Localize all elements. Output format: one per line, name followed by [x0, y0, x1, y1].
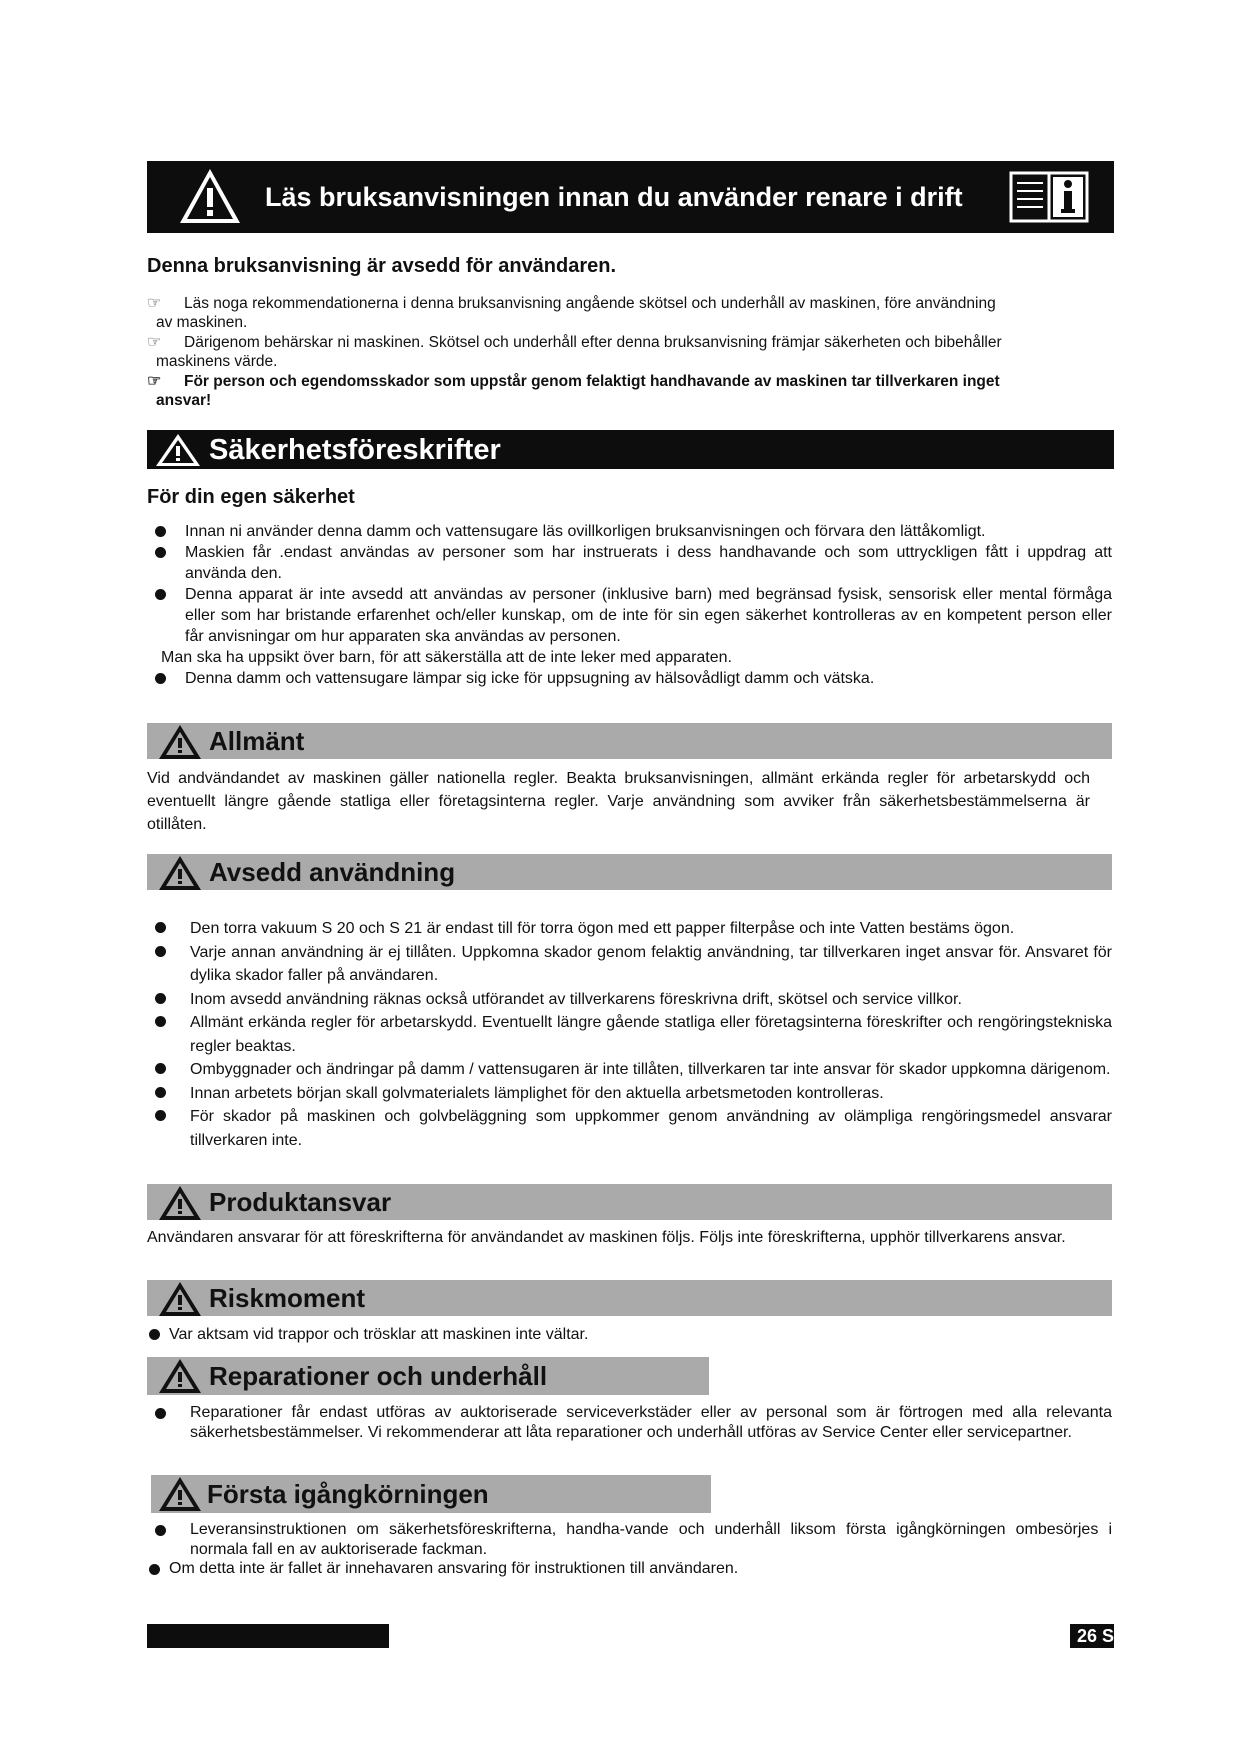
bullet-icon	[155, 993, 166, 1004]
warning-triangle-icon	[157, 1357, 203, 1395]
bullet-icon	[155, 1110, 166, 1121]
risk-list	[147, 1324, 1112, 1345]
list-item: Ombyggnader och ändringar på damm / vattensugaren är inte tillåten, tillverkaren tar inte ansvar för skador uppkomna därigenom.	[147, 1058, 1112, 1082]
list-item: ☞ För person och egendomsskador som uppstår genom felaktigt handhavande av maskinen tar tillverkaren inget ansvar!	[147, 373, 1000, 409]
pointing-hand-icon: ☞	[147, 334, 162, 351]
section-subtitle: För din egen säkerhet	[147, 486, 355, 508]
list-item: Reparationer får endast utföras av auktoriserade serviceverkstäder eller av personal som är förtrogen med alla relevanta säkerhetsbestämmelser. Vi rekommenderar att låta reparationer och underhåll utföras av Service Center eller servicepartner.	[147, 1403, 1112, 1442]
first-start-list	[147, 1520, 1112, 1579]
repairs-list	[147, 1403, 1112, 1442]
list-item: Denna apparat är inte avsedd att användas av personer (inklusive barn) med begränsad fysisk, sensorisk eller mental förmåga eller som har bristande erfarenhet och/eller kunskap, om de inte för sin egen säkerhet kontrolleras av en kompetent person eller får anvisningar om hur apparaten ska användas av personen.	[147, 584, 1112, 647]
section-title: Riskmoment	[209, 1283, 366, 1313]
list-item: Denna damm och vattensugare lämpar sig icke för uppsugning av hälsovådligt damm och vätska.	[147, 668, 1112, 689]
first-start-header	[151, 1475, 711, 1513]
warning-triangle-icon	[157, 723, 203, 761]
pointing-hand-icon: ☞	[147, 373, 162, 390]
list-item: Leveransinstruktionen om säkerhetsföreskrifterna, handha-vande och underhåll liksom första igångkörningen ombesörjes i normala fall en av auktoriserade fackman.	[147, 1520, 1112, 1559]
intro-title: Denna bruksanvisning är avsedd för användaren.	[147, 255, 617, 277]
list-item: För skador på maskinen och golvbeläggning som uppkommer genom användning av olämpliga rengöringsmedel ansvarar tillverkaren inte.	[147, 1105, 1112, 1152]
bullet-icon	[155, 1063, 166, 1074]
list-item: Man ska ha uppsikt över barn, för att säkerställa att de inte leker med apparaten.	[161, 649, 732, 666]
list-item: ☞ Läs noga rekommendationerna i denna bruksanvisning angående skötsel och underhåll av maskinen, före användning av maskinen.	[147, 295, 996, 331]
bullet-icon	[155, 946, 166, 957]
section-title: Första igångkörningen	[207, 1479, 489, 1509]
list-item: Var aktsam vid trappor och trösklar att maskinen inte vältar.	[147, 1324, 1112, 1345]
risk-header	[147, 1280, 1112, 1316]
manual-info-icon	[1009, 169, 1089, 225]
section-title: Avsedd användning	[209, 857, 456, 887]
bullet-icon	[149, 1329, 160, 1340]
bullet-icon	[155, 1016, 166, 1027]
list-item: ☞ Därigenom behärskar ni maskinen. Skötsel och underhåll efter denna bruksanvisning främjar säkerheten och bibehåller maskinens värde.	[147, 334, 1002, 370]
warning-triangle-icon	[155, 433, 201, 467]
list-item: Inom avsedd användning räknas också utförandet av tillverkarens föreskrivna drift, skötsel och service villkor.	[147, 988, 1112, 1012]
warning-triangle-icon	[177, 166, 243, 226]
list-item: Maskien får .endast användas av personer som har instruerats i dess handhavande och som uttryckligen fått i uppdrag att använda den.	[147, 542, 1112, 584]
main-header	[147, 161, 1114, 233]
general-text: Vid andvändandet av maskinen gäller nationella regler. Beakta bruksanvisningen, allmänt erkända regler för arbetarskydd och eventuellt längre gående statliga eller företagsinterna regler. Varje användning som avviker från säkerhetsbestämmelserna är otillåten.	[147, 770, 1090, 833]
list-item: Om detta inte är fallet är innehavaren ansvaring för instruktionen till användaren.	[147, 1559, 1112, 1579]
warning-triangle-icon	[157, 1280, 203, 1318]
warning-triangle-icon	[157, 854, 203, 892]
bullet-icon	[155, 673, 166, 684]
general-header	[147, 723, 1112, 759]
intended-use-header	[147, 854, 1112, 890]
bullet-icon	[155, 1087, 166, 1098]
section-title: Allmänt	[209, 726, 305, 756]
bullet-icon	[155, 589, 166, 600]
safety-header	[147, 430, 1114, 469]
pointing-hand-icon: ☞	[147, 295, 162, 312]
list-item: Den torra vakuum S 20 och S 21 är endast till för torra ögon med ett papper filterpåse och inte Vatten bestäms ögon.	[147, 917, 1112, 941]
list-item: Varje annan användning är ej tillåten. Uppkomna skador genom felaktig användning, tar tillverkaren inget ansvar för. Ansvaret för dylika skador faller på användaren.	[147, 941, 1112, 988]
page-title: Läs bruksanvisningen innan du använder renare i drift	[265, 182, 963, 212]
warning-triangle-icon	[157, 1475, 203, 1513]
footer-bar	[147, 1624, 389, 1648]
intro-list	[147, 294, 1112, 411]
bullet-icon	[155, 1525, 166, 1536]
list-item: Innan arbetets början skall golvmaterialets lämplighet för den aktuella arbetsmetoden kontrolleras.	[147, 1082, 1112, 1106]
section-title: Produktansvar	[209, 1187, 392, 1217]
warning-triangle-icon	[157, 1184, 203, 1222]
product-liability-text: Användaren ansvarar för att föreskrifterna för användandet av maskinen följs. Följs inte föreskrifterna, upphör tillverkarens ansvar.	[147, 1229, 1066, 1246]
product-liability-header	[147, 1184, 1112, 1220]
bullet-icon	[155, 526, 166, 537]
list-item: Innan ni använder denna damm och vattensugare läs ovillkorligen bruksanvisningen och förvara den lättåkomligt.	[147, 521, 1112, 542]
bullet-icon	[155, 922, 166, 933]
bullet-icon	[149, 1564, 160, 1575]
repairs-header	[147, 1357, 709, 1395]
section-title: Säkerhetsföreskrifter	[209, 434, 501, 466]
list-item: Allmänt erkända regler för arbetarskydd. Eventuellt längre gående statliga eller företagsinterna föreskrifter och rengöringstekniska regler beaktas.	[147, 1011, 1112, 1058]
intended-use-list	[147, 917, 1112, 1152]
bullet-icon	[155, 1408, 166, 1419]
bullet-icon	[155, 547, 166, 558]
page-number: 26 S	[1070, 1624, 1114, 1648]
section-title: Reparationer och underhåll	[209, 1361, 548, 1391]
safety-list	[147, 521, 1112, 689]
